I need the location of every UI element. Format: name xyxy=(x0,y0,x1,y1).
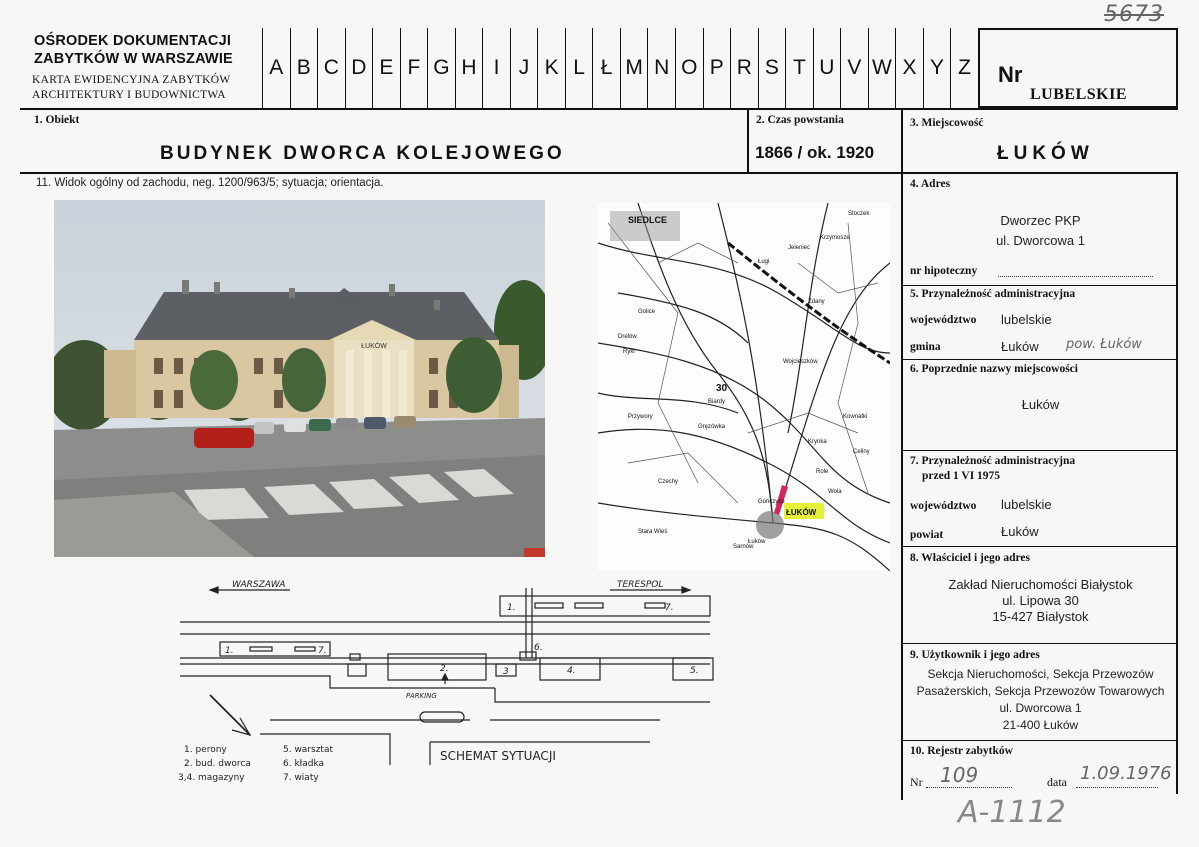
alphabet-letter: G xyxy=(427,28,455,108)
gmina-label: gmina xyxy=(910,341,941,353)
alphabet-letter: X xyxy=(895,28,923,108)
alphabet-letter: D xyxy=(345,28,373,108)
alphabet-letter: M xyxy=(620,28,648,108)
map-place-label: Ryki xyxy=(623,349,635,355)
alphabet-letter: H xyxy=(455,28,483,108)
hipoteczny-label: nr hipoteczny xyxy=(910,265,978,277)
divider xyxy=(903,740,1178,741)
divider xyxy=(20,108,978,110)
wlasciciel-line-2: ul. Lipowa 30 xyxy=(1002,593,1079,608)
alphabet-letter: Z xyxy=(950,28,978,108)
map-place-label: Biardy xyxy=(708,399,726,405)
map-place-label: Gończyce xyxy=(758,499,785,505)
map-place-label: Ługi xyxy=(758,259,770,265)
schema-num-1b: 1. xyxy=(225,646,234,656)
map-place-label: Krzymosze xyxy=(820,235,850,241)
hipoteczny-dots xyxy=(998,276,1153,277)
org-line-2: ZABYTKÓW W WARSZAWIE xyxy=(34,51,233,67)
poprzednie-value: Łuków xyxy=(1021,397,1060,412)
location-map-svg xyxy=(598,203,890,571)
footbridge-6 xyxy=(520,652,536,660)
station-photo xyxy=(54,200,545,557)
map-city-lukow xyxy=(756,511,784,539)
alphabet-letter: T xyxy=(785,28,813,108)
alphabet-letter: Y xyxy=(923,28,951,108)
schema-num-7a: 7. xyxy=(665,603,674,613)
poprzednie-label: 6. Poprzednie nazwy miejscowości xyxy=(910,363,1078,375)
legend-3: 3,4. magazyny xyxy=(178,773,245,783)
adres-line-2: ul. Dworcowa 1 xyxy=(996,233,1085,248)
alphabet-letter: K xyxy=(537,28,565,108)
uzytkownik-label: 9. Użytkownik i jego adres xyxy=(910,649,1040,661)
alphabet-letter: O xyxy=(675,28,703,108)
uzytkownik-line-3: ul. Dworcowa 1 xyxy=(999,701,1082,715)
miejscowosc-label: 3. Miejscowość xyxy=(910,117,984,129)
legend-7: 7. wiaty xyxy=(283,773,319,783)
miejscowosc-value: ŁUKÓW xyxy=(997,143,1094,164)
powiat-label: powiat xyxy=(910,529,944,541)
org-title xyxy=(34,32,233,68)
schema-num-2: 2. xyxy=(440,664,449,674)
schema-num-1a: 1. xyxy=(507,603,516,613)
rejestr-label: 10. Rejestr zabytków xyxy=(910,745,1013,757)
schema-title: SCHEMAT SYTUACJI xyxy=(440,749,556,763)
wojewodztwo-value: lubelskie xyxy=(1001,312,1052,327)
wojewodztwo-label: województwo xyxy=(910,314,977,326)
map-place-label: Role xyxy=(816,469,829,475)
alphabet-letter: R xyxy=(730,28,758,108)
label-warszawa: WARSZAWA xyxy=(232,580,286,590)
wlasciciel-line-3: 15-427 Białystok xyxy=(992,609,1089,624)
alphabet-letter: J xyxy=(510,28,538,108)
alphabet-letter: F xyxy=(400,28,428,108)
rejestr-data-label: data xyxy=(1047,775,1067,789)
map-place-label: Stara Wieś xyxy=(638,529,668,535)
divider xyxy=(903,546,1178,547)
schema-num-4: 4. xyxy=(567,666,576,676)
schema-num-5: 5. xyxy=(690,666,699,676)
obiekt-value: BUDYNEK DWORCA KOLEJOWEGO xyxy=(160,143,565,164)
map-highlight-label: ŁUKÓW xyxy=(786,508,817,517)
alphabet-letter: A xyxy=(262,28,290,108)
card-line-1: KARTA EWIDENCYJNA ZABYTKÓW xyxy=(32,74,231,86)
divider xyxy=(20,172,1178,174)
north-arrow xyxy=(210,695,250,735)
station-photo-svg xyxy=(54,200,545,557)
map-place-label: Kownatki xyxy=(843,414,868,420)
map-place-label: Gręzówka xyxy=(698,424,726,430)
map-place-label: Krynka xyxy=(808,439,827,445)
uzytkownik-line-4: 21-400 Łuków xyxy=(1002,718,1079,732)
wlasciciel-label: 8. Właściciel i jego adres xyxy=(910,552,1030,564)
legend-1: 1. perony xyxy=(184,745,227,755)
admin1975-label-2: przed 1 VI 1975 xyxy=(922,470,1001,482)
platform-1-left xyxy=(220,642,330,656)
alphabet-letter: I xyxy=(482,28,510,108)
legend-5: 5. warsztat xyxy=(283,745,334,755)
card-line-2: ARCHITEKTURY I BUDOWNICTWA xyxy=(32,89,226,101)
divider xyxy=(903,450,1178,451)
map-place-label: Sarnów xyxy=(733,544,754,550)
schema-num-3: 3 xyxy=(503,667,509,677)
alphabet-letter: V xyxy=(840,28,868,108)
map-place-label: Wojcieszków xyxy=(783,359,818,365)
admin1975-label-1: 7. Przynależność administracyjna xyxy=(910,455,1076,467)
schema-num-7b: 7. xyxy=(318,646,327,656)
org-line-1: OŚRODEK DOKUMENTACJI xyxy=(34,33,232,49)
map-place-label: Drelów xyxy=(618,334,637,340)
schema-num-6: 6. xyxy=(534,643,543,653)
divider xyxy=(978,108,1178,110)
map-place-label: Przywory xyxy=(628,414,653,420)
alphabet-letter: L xyxy=(565,28,593,108)
legend-6: 6. kładka xyxy=(283,759,325,769)
wlasciciel-line-1: Zakład Nieruchomości Białystok xyxy=(948,577,1133,592)
bottom-note: A-1112 xyxy=(958,795,1066,830)
map-label-siedlce: SIEDLCE xyxy=(628,215,668,225)
alphabet-index xyxy=(262,28,978,108)
alphabet-letter: C xyxy=(317,28,345,108)
legend-2: 2. bud. dworca xyxy=(184,759,251,769)
nr-label: Nr xyxy=(998,62,1023,87)
map-place-label: Zdany xyxy=(808,299,825,305)
admin-label: 5. Przynależność administracyjna xyxy=(910,288,1076,300)
rejestr-data-value: 1.09.1976 xyxy=(1080,763,1172,784)
alphabet-letter: P xyxy=(703,28,731,108)
woj1975-label: województwo xyxy=(910,500,977,512)
arrow-right-head xyxy=(682,587,690,593)
nr-value: LUBELSKIE xyxy=(1030,86,1127,103)
divider xyxy=(747,110,749,172)
label-parking: PARKING xyxy=(406,692,437,700)
uzytkownik-line-1: Sekcja Nieruchomości, Sekcja Przewozów xyxy=(927,667,1154,681)
adres-label: 4. Adres xyxy=(910,178,951,190)
map-place-label: Stoczek xyxy=(848,211,870,217)
map-place-label: Łuków xyxy=(748,539,766,545)
divider xyxy=(903,359,1178,360)
woj1975-value: lubelskie xyxy=(1001,497,1052,512)
rejestr-nr-value: 109 xyxy=(940,763,979,787)
map-road-number: 30 xyxy=(716,383,728,394)
alphabet-letter: B xyxy=(290,28,318,108)
rejestr-data-dots xyxy=(1076,787,1158,788)
rejestr-nr-label: Nr xyxy=(910,775,923,789)
map-place-label: Celiny xyxy=(853,449,870,455)
label-terespol: TERESPOL xyxy=(617,580,664,590)
map-place-label: Czechy xyxy=(658,479,679,485)
obiekt-label: 1. Obiekt xyxy=(34,114,80,126)
map-place-label: Jeleniec xyxy=(788,245,811,251)
adres-line-1: Dworzec PKP xyxy=(1000,213,1081,228)
powiat-value: Łuków xyxy=(1001,524,1039,539)
alphabet-letter: N xyxy=(647,28,675,108)
station-sign: ŁUKÓW xyxy=(361,343,387,350)
rejestr-nr-dots xyxy=(926,787,1012,788)
gmina-value: Łuków xyxy=(1001,339,1039,354)
uzytkownik-line-2: Pasażerskich, Sekcja Przewozów Towarowych xyxy=(916,684,1165,698)
alphabet-letter: W xyxy=(868,28,896,108)
alphabet-letter: E xyxy=(372,28,400,108)
site-schema xyxy=(170,580,730,795)
arrow-left-head xyxy=(210,587,218,593)
card-title xyxy=(32,73,230,103)
divider xyxy=(903,643,1178,644)
stamp-number: 5673 xyxy=(1104,2,1164,27)
map-place-label: Golice xyxy=(638,309,656,315)
alphabet-letter: S xyxy=(758,28,786,108)
alphabet-letter: U xyxy=(813,28,841,108)
alphabet-letter: Ł xyxy=(592,28,620,108)
czas-value: 1866 / ok. 1920 xyxy=(755,143,875,162)
gmina-note: pow. Łuków xyxy=(1066,337,1142,352)
map-place-label: Wola xyxy=(828,489,842,495)
location-map xyxy=(598,203,890,571)
view-caption: 11. Widok ogólny od zachodu, neg. 1200/963/5; sytuacja; orientacja. xyxy=(36,177,384,189)
divider xyxy=(903,285,1178,286)
czas-label: 2. Czas powstania xyxy=(756,114,844,126)
